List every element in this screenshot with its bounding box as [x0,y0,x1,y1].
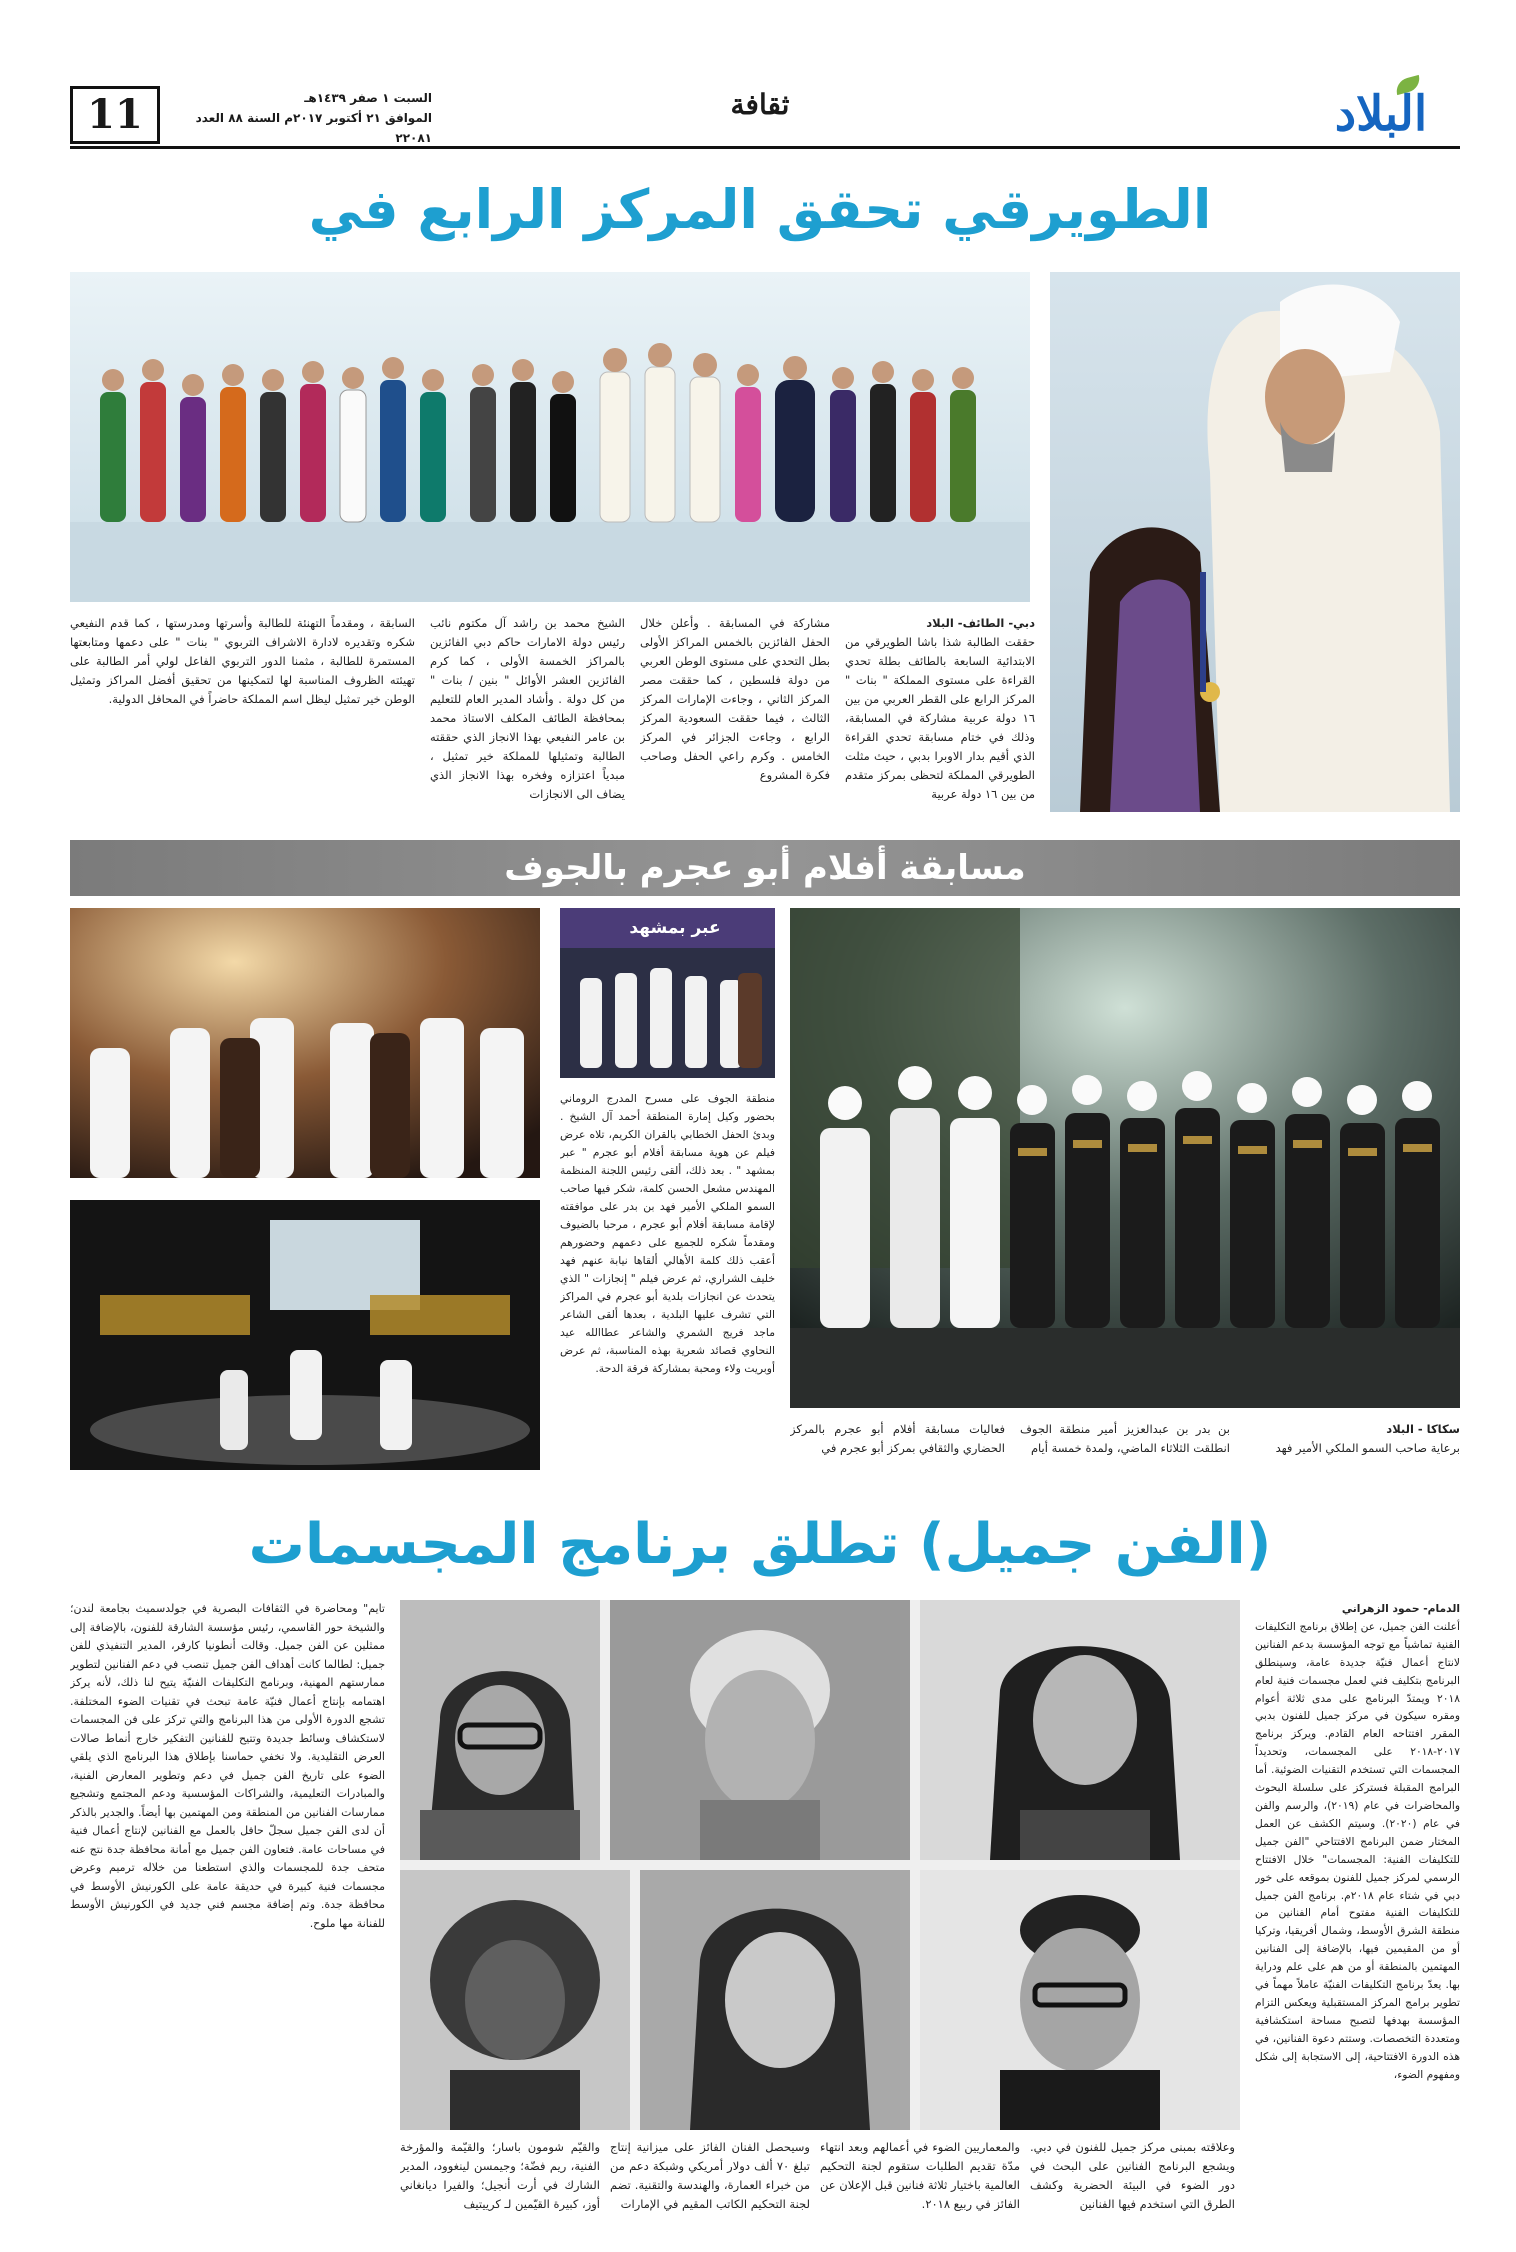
photo-award-ceremony [560,908,775,1078]
article1-column-1 [845,614,1035,814]
article3-left-text: تايم" ومحاضرة في الثقافات البصرية في جولدسميث بجامعة لندن؛ والشيخة حور القاسمي، رئيس مؤسسة الشارقة للفنون، بالإضافة إلى ممثلين عن الفن جميل. وقالت أنطونيا كارفر، المدير التنفيذي للفن جميل: لطالما كانت أهداف الفن جميل تنصب في دعم الفنانين لتطوير ممارستهم المهنية، وبرنامج التكليفات الفنيّة يتيح لنا ذلك، لأنه يركز اهتمامه بإنتاج أعمال فنيّة عامة تبحث في تقنيات الضوء المختلفة. تشجع الدورة الأولى من هذا البرنامج والتي تركز على فن المجسمات لاستكشاف وسائط جديدة وتتيح للفنانين التفكير خارج أنماط صالات العرض التقليدية. ولا نخفي حماسنا بإطلاق هذا البرنامج الذي يلقي الضوء على تاريخ الفن جميل في دعم وتطوير المعارض الفنية، والمبادرات التعليمية، والشراكات المؤسسية ودعم المجتمع وتشجيع ممارسات الفنانين من المنطقة ومن المهتمين بها أيضاً. والجدير بالذكر أن لدى الفن جميل سجلّ حافل بالعمل مع الفنانين لإنتاج أعمال فنية في مساحات عامة. فتعاون الفن جميل مع أمانة محافظة جدة نتج عنه متحف جدة للمجسمات والذي استطعنا من خلاله ترميم وعرض مجسمات فنية كبيرة في حديقة عامة على الكورنيش الأوسط في محافظة جدة. وتم إضافة مجسم فني جديد في الكورنيش الأوسط للفنانة مها ملوح. [70,1602,385,1930]
portraits-illustration [400,1600,1240,2130]
article1-column-2 [640,614,830,814]
article3-bottom3-text: وسيحصل الفنان الفائز على ميزانية إنتاج تبلغ ٧٠ ألف دولار أمريكي وشبكة دعم من من خبراء العمارة، والهندسة والتقنية. تضم لجنة التحكيم الكاتب المقيم في الإمارات [610,2140,810,2211]
article2-column-4 [560,1090,775,1480]
article3-bottom4-text: والقيّم شومون باسار؛ والقيّمة والمؤرخة الفنية، ريم فضّة؛ وجيمسن لينغوود، المدير الشارك في أرت أنجيل؛ والفيرا ديانغاني أوز، كبيرة القيّمين لـ كرييتيف [400,2140,600,2211]
dignitaries-illustration [70,908,540,1178]
article1-col3-text: الشيخ محمد بن راشد آل مكتوم نائب رئيس دولة الامارات حاكم دبي الفائزين بالمراكز الخمسة الأولى ، كما كرم الفائزين العشر الأوائل " بنين / بنات " من كل دولة . وأشاد المدير العام للتعليم بمحافظة الطائف المكلف الاستاذ محمد بن عامر النفيعي بهذا الانجاز الذي حققته الطالبة وتمثيلها للمملكة خير تمثيل ، مبدياً اعتزازه وفخره بهذا الانجاز الذي يضاف الى الانجازات [430,616,625,801]
article3-right-text: أعلنت الفن جميل، عن إطلاق برنامج التكليفات الفنية تماشياً مع توجه المؤسسة بدعم الفنانين لانتاج أعمال فنيّة جديدة عامة، وسينطلق البرنامج بتكليف فني لعمل مجسمات فنية لعام ٢٠١٨ ويمتدّ البرنامج على مدى ثلاثة أعوام ومقره سيكون في مركز جميل للفنون بدبي المقرر افتتاحه العام القادم. ويركز برنامج ٢٠١٧-٢٠١٨ على المجسمات، وتحديداً المجسمات التي تستخدم التقنيات الضوئية. أما البرامج المقبلة فستركز على سلسلة البحوث والمحاضرات في عام (٢٠١٩)، والرسم والفن في عام (٢٠٢٠). وسيتم الكشف عن العمل المختار ضمن البرنامج الافتتاحي "الفن جميل للتكليفات الفنية: المجسمات" خلال الافتتاح الرسمي لمركز جميل للفنون بموقعه على خور دبي في شتاء عام ٢٠١٨م. برنامج الفن جميل للتكليفات الفنية مفتوح أمام الفنانين من منطقة الشرق الأوسط، وشمال أفريقيا، وتركيا أو من المقيمين فيها، بالإضافة إلى الفنانين المهتمين بالمنطقة أو من هم على علم ودراية بها. يعدّ برنامج التكليفات الفنيّة عاملاً مهماً في تطوير برامج المركز المستقبلية ويعكس التزام المؤسسة بهدفها لتصبح مساحة استكشافية ومتعددة التخصصات. وستتم دعوة الفنانين، في هذه الدورة الافتتاحية، إلى الاستجابة إلى شكل ومفهوم الضوء، [1255,1619,1460,2081]
photo-sword-dance [70,1200,540,1470]
issue-date [172,88,432,148]
article3-bottom2-text: والمعماريين الضوء في أعمالهم وبعد انتهاء مدّة تقديم الطلبات ستقوم لجنة التحكيم العالمية باختيار ثلاثة فنانين قبل الإعلان عن الفائز في ربيع ٢٠١٨. [820,2140,1020,2211]
photo-dignitaries-handshake [70,908,540,1178]
sword-dance-illustration [70,1200,540,1470]
article2-column-1 [1245,1420,1460,1480]
section-title: ثقافة [730,88,790,121]
article1-headline: الطويرقي تحقق المركز الرابع في [308,178,1212,241]
article1-column-3 [430,614,625,814]
article3-headline: (الفن جميل) تطلق برنامج المجسمات [248,1512,1272,1577]
article3-bottom-column-1 [1030,2138,1235,2234]
article3-bottom-column-3 [610,2138,810,2234]
article2-column-2 [1020,1420,1230,1480]
photo-winners-on-stage [70,272,1030,602]
folk-performers-illustration [790,908,1460,1408]
date-line-1: السبت ١ صفر ١٤٣٩هـ [304,91,432,105]
winners-stage-illustration [70,272,1030,602]
article2-col3-text: فعاليات مسابقة أفلام أبو عجرم بالمركز الحضاري والثقافي بمركز أبو عجرم في [790,1422,1005,1455]
page-number: 11 [70,86,160,144]
photo-medal-ceremony [1050,272,1460,812]
article3-left-column [70,1600,385,2240]
article2-col1-text: برعاية صاحب السمو الملكي الأمير فهد [1275,1441,1460,1455]
article1-byline: دبي- الطائف- البلاد [926,616,1035,630]
medal-ceremony-illustration [1050,272,1460,812]
article2-column-3 [790,1420,1005,1480]
article3-right-column [1255,1600,1460,2126]
article3-bottom-column-2 [820,2138,1020,2234]
date-line-2: الموافق ٢١ أكتوبر ٢٠١٧م السنة ٨٨ العدد ٢٢٠٨١ [195,111,432,145]
stage-screen-text: عبر بمشهد [629,918,721,938]
article3-byline: الدمام- حمود الزهراني [1341,1602,1460,1615]
portraits-grid [400,1600,1240,2130]
article1-col4-text: السابقة ، ومقدماً التهنئة للطالبة وأسرتها ومدرستها ، كما قدم النفيعي شكره وتقديره لادارة الاشراف التربوي " بنات " على دعمها ومتابعتها المستمرة للطالبة ، مثمنا الدور التربوي الفاعل لولي أمر الطالبة على تهيئته الظروف المناسبة لها لتمكينها من تحقيق أفضل المراكز وتمثيل الوطن خير تمثيل ليظل اسم المملكة حاضراً في المحافل الدولية. [70,616,415,706]
article1-column-4 [70,614,415,814]
article2-col4-text: منطقة الجوف على مسرح المدرج الروماني بحضور وكيل إمارة المنطقة أحمد آل الشيخ . وبدئ الحفل الخطابي بالقران الكريم، تلاه عرض فيلم عن هوية مسابقة أفلام أبو عجرم " عبر بمشهد " . بعد ذلك، ألقى رئيس اللجنة المنظمة المهندس مشعل الحسن كلمة، شكر فيها صاحب السمو الملكي الأمير فهد بن بدر على موافقته لإقامة مسابقة أفلام أبو عجرم ، مرحبا بالضيوف ومقدماً شكره للجميع على دعمهم وحضورهم أعقب ذلك كلمة الأهالي ألقاها نيابة عنهم فهد خليف الشراري، ثم عرض فيلم " إنجازات " الذي يتحدث عن انجازات بلدية أبو عجرم في المراكز التي تشرف عليها البلدية ، بعدها ألقى الشاعر ماجد فريج الشمري والشاعر عطاالله عيد النحاوي قصائد شعرية بهذه المناسبة، ثم عرض أوبريت ولاء ومحبة بمشاركة فرقة الدحة. [560,1092,775,1375]
article1-col2-text: مشاركة في المسابقة . وأعلن خلال الحفل الفائزين بالخمس المراكز الأولى بطل التحدي على مستوى الوطن العربي من دولة فلسطين ، كما حققت مصر المركز الثاني ، وجاءت الإمارات المركز الثالث ، فيما حققت السعودية المركز الرابع ، وجاءت الجزائر في المركز الخامس . وكرم راعي الحفل وصاحب فكرة المشروع [640,616,830,782]
article1-col1-text: حققت الطالبة شذا باشا الطويرقي من الابتدائية السابعة بالطائف بطلة تحدي القراءة على مستوى المملكة " بنات " المركز الرابع على القطر العربي من بين ١٦ دولة عربية مشاركة في المسابقة، وذلك في ختام مسابقة تحدي القراءة الذي أقيم بدار الاوبرا بدبي ، حيث مثلت الطويرقي المملكة لتحظى بمركز متقدم من بين ١٦ دولة عربية [845,635,1035,801]
masthead-rule [70,146,1460,149]
article2-col2-text: بن بدر بن عبدالعزيز أمير منطقة الجوف انطلقت الثلاثاء الماضي، ولمدة خمسة أيام [1020,1422,1230,1455]
masthead [0,0,1516,150]
photo-folk-performers [790,908,1460,1408]
newspaper-logo: البلاد [1334,86,1428,142]
article3-bottom1-text: وعلاقته بمبنى مركز جميل للفنون في دبي. ويشجع البرنامج الفنانين على البحث في دور الضوء في البيئة الحضرية وكشف الطرق التي استخدم فيها الفنانين [1030,2140,1235,2211]
article2-headline-band: مسابقة أفلام أبو عجرم بالجوف [70,840,1460,896]
article3-bottom-column-4 [400,2138,600,2234]
article2-byline: سكاكا - البلاد [1386,1422,1460,1436]
